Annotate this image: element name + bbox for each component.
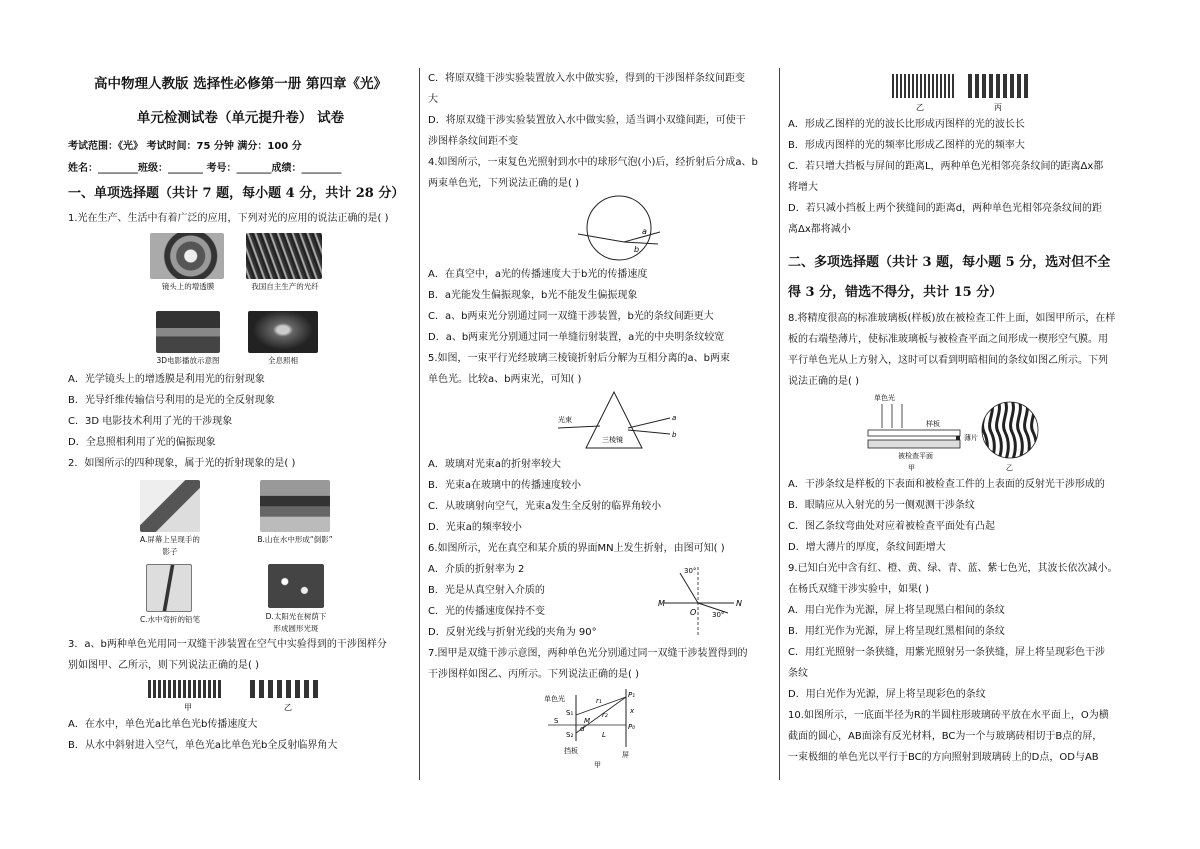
label-n: N <box>736 599 742 608</box>
label-p1: P₁ <box>628 691 636 699</box>
fringe-stripe <box>908 74 910 98</box>
q7-option-b: B．形成丙图样的光的频率比形成乙图样的光的频率大 <box>788 140 1025 151</box>
q9-stem-line2: 在杨氏双缝干涉实验中，如果( ) <box>788 584 929 595</box>
section-title-multi-choice-2: 得 3 分，错选不得分，共计 15 分） <box>788 285 1003 300</box>
sun-spots-photo <box>268 564 324 608</box>
q7-option-c-line2: 将增大 <box>788 182 818 193</box>
fringe-stripe <box>277 680 282 698</box>
fringe-stripe <box>968 74 972 98</box>
q6-option-c: C．光的传播速度保持不变 <box>428 606 545 617</box>
label-r1: r₁ <box>596 697 602 705</box>
label-yi: 乙 <box>1006 464 1013 472</box>
q8-option-b: B．眼睛应从入射光的另一侧观测干涉条纹 <box>788 500 975 511</box>
bubble-refraction-diagram <box>428 194 773 264</box>
double-slit-diagram <box>428 685 773 771</box>
fringe-stripe <box>982 74 986 98</box>
fringe-stripe <box>188 680 191 698</box>
fringe-stripe <box>313 680 318 698</box>
label-light: 单色光 <box>874 394 895 402</box>
fringe-stripe <box>896 74 898 98</box>
fringe-pattern-yi <box>250 680 318 698</box>
q8-stem-line2: 板的右端垫薄片，使标准玻璃板与被检查平面之间形成一楔形空气膜。用 <box>788 334 1108 345</box>
label-screen: 屏 <box>622 751 629 759</box>
label-bing: 丙 <box>994 103 1002 112</box>
label-test-plane: 被检查平面 <box>898 452 933 460</box>
label-s1: S₁ <box>566 709 574 717</box>
label-jia: 甲 <box>594 761 601 769</box>
fig-label-jia: 甲 <box>184 703 192 712</box>
q6-option-d: D．反射光线与折射光线的夹角为 90° <box>428 627 597 638</box>
student-info: 姓名：________班级：_______ 考号：_______成绩：________ <box>68 163 342 174</box>
q3-option-c-line1: C．将原双缝干涉实验装置放入水中做实验，得到的干涉图样条纹间距变 <box>428 73 745 84</box>
fringe-stripe <box>168 680 171 698</box>
q2-figure <box>68 474 413 634</box>
q9-option-c-line2: 条纹 <box>788 668 808 679</box>
q4-figure <box>428 194 773 264</box>
q5-option-a: A．玻璃对光束a的折射率较大 <box>428 459 561 470</box>
q3-option-d-line1: D．将原双缝干涉实验装置放入水中做实验，适当调小双缝间距，可使干 <box>428 115 746 126</box>
label-light: 单色光 <box>544 695 565 703</box>
q1-option-c: C．3D 电影技术利用了光的干涉现象 <box>68 416 233 427</box>
q4-option-b: B．a光能发生偏振现象，b光不能发生偏振现象 <box>428 290 638 301</box>
q7-option-a: A．形成乙图样的光的波长比形成丙图样的光的波长长 <box>788 119 1025 130</box>
q8-figure <box>788 392 1133 474</box>
label-barrier: 挡板 <box>564 747 578 755</box>
fringe-stripe <box>940 74 942 98</box>
fringe-stripe <box>920 74 922 98</box>
q5-figure <box>428 390 773 454</box>
q2-caption-d2: 形成圆形光斑 <box>273 624 319 633</box>
fringe-stripe <box>148 680 151 698</box>
ray-b <box>624 242 658 244</box>
fig-label-yi: 乙 <box>284 703 292 712</box>
q5-option-c: C．从玻璃射向空气，光束a发生全反射的临界角较小 <box>428 501 662 512</box>
column-left <box>68 68 413 756</box>
label-prism: 三棱镜 <box>602 436 623 444</box>
q4-option-d: D．a、b两束光分别通过同一单缝衍射装置，a光的中央明条纹较宽 <box>428 332 725 343</box>
fringe-stripe <box>153 680 156 698</box>
shim <box>956 436 960 440</box>
optical-fiber-photo <box>246 233 322 279</box>
q3-option-d-line2: 涉图样条纹间距不变 <box>428 136 518 147</box>
q3-figure <box>68 676 413 714</box>
incident-beam <box>558 426 600 428</box>
wavy-fringe <box>997 400 1002 462</box>
fringe-stripe <box>286 680 291 698</box>
paper-subtitle: 单元检测试卷（单元提升卷） 试卷 <box>136 110 345 126</box>
label-s: S <box>554 717 559 725</box>
section-title-multi-choice-1: 二、多项选择题（共计 3 题，每小题 5 分，选对但不全 <box>788 255 1111 270</box>
q5-option-b: B．光束a在玻璃中的传播速度较小 <box>428 480 581 491</box>
label-b: b <box>672 431 677 439</box>
q6-stem: 6.如图所示，光在真空和某介质的界面MN上发生折射，由图可知( ) <box>428 543 725 554</box>
fringe-stripe <box>1024 74 1028 98</box>
fringe-pattern-jia <box>148 680 221 698</box>
fringe-stripe <box>944 74 946 98</box>
fringe-stripe <box>912 74 914 98</box>
label-template: 样板 <box>926 420 940 428</box>
label-m: M <box>584 717 591 725</box>
exam-info: 考试范围：《光》 考试时间：75 分钟 满分：100 分 <box>68 141 302 152</box>
q9-stem-line1: 9.已知白光中含有红、橙、黄、绿、青、蓝、紫七色光，其波长依次减小。 <box>788 563 1118 574</box>
q5-stem-line2: 单色光。比较a、b两束光，可知( ) <box>428 374 582 385</box>
fringe-stripe <box>259 680 264 698</box>
prism-diagram <box>428 390 773 454</box>
angle-label-bottom: 30° <box>712 611 725 619</box>
q7-stem-line2: 干涉图样如图乙、丙所示。下列说法正确的是( ) <box>428 669 639 680</box>
3d-movie-photo <box>156 311 220 353</box>
fringe-stripe <box>203 680 206 698</box>
q1-stem: 1.光在生产、生活中有着广泛的应用，下列对光的应用的说法正确的是( ) <box>68 213 389 224</box>
q1-caption-a: 镜头上的增透膜 <box>161 282 215 291</box>
label-d: d <box>580 725 585 733</box>
q10-stem-line3: 一束极细的单色光以平行于BC的方向照射到玻璃砖上的D点，OD与AB <box>788 752 1099 763</box>
q4-stem-line2: 两束单色光，下列说法正确的是( ) <box>428 178 579 189</box>
mountain-reflection-photo <box>260 480 330 532</box>
q8-stem-line3: 平行单色光从上方射入，这时可以看到明暗相间的条纹如图乙所示。下列 <box>788 355 1108 366</box>
q2-caption-b: B.山在水中形成“倒影” <box>257 535 333 544</box>
fringe-stripe <box>932 74 934 98</box>
label-p0: P₀ <box>628 723 636 731</box>
fringe-stripe <box>975 74 979 98</box>
q9-option-a: A．用白光作为光源，屏上将呈现黑白相间的条纹 <box>788 605 1005 616</box>
fringe-stripe <box>916 74 918 98</box>
wavy-fringe <box>1018 400 1023 462</box>
column-divider-right <box>779 68 780 780</box>
incident-ray <box>578 234 624 242</box>
label-shim: 薄片 <box>964 434 978 442</box>
q6-option-b: B．光是从真空射入介质的 <box>428 585 545 596</box>
fringe-stripe <box>904 74 906 98</box>
beam-a <box>628 418 670 428</box>
hand-shadow-photo <box>140 480 200 532</box>
q3-stem-line2: 别如图甲、乙所示，则下列说法正确的是( ) <box>68 660 259 671</box>
fringe-stripe <box>948 74 950 98</box>
air-wedge-diagram <box>788 392 1133 474</box>
fringe-stripe <box>178 680 181 698</box>
section-title-single-choice: 一、单项选择题（共计 7 题，每小题 4 分，共计 28 分） <box>68 186 405 201</box>
label-o: O <box>690 608 697 617</box>
fringe-stripe <box>208 680 211 698</box>
q2-stem: 2．如图所示的四种现象，属于光的折射现象的是( ) <box>68 458 296 469</box>
fringe-stripe <box>158 680 161 698</box>
label-beam: 光束 <box>558 416 572 424</box>
fringe-stripe <box>1010 74 1014 98</box>
bent-pencil-photo <box>146 564 192 612</box>
q4-option-a: A．在真空中，a光的传播速度大于b光的传播速度 <box>428 269 648 280</box>
fringe-stripe <box>989 74 993 98</box>
fringe-pattern-bing <box>968 74 1028 98</box>
q1-caption-b: 我国自主生产的光纤 <box>251 282 319 291</box>
ray-upper <box>680 573 698 603</box>
wavy-fringe <box>1032 400 1037 462</box>
wavy-fringe <box>1011 400 1016 462</box>
label-a: a <box>642 227 647 236</box>
q2-caption-d1: D.太阳光在树荫下 <box>265 612 327 621</box>
q2-caption-c: C.水中弯折的铅笔 <box>139 615 201 624</box>
fringe-stripe <box>892 74 894 98</box>
fringe-stripe <box>952 74 954 98</box>
q8-stem-line4: 说法正确的是( ) <box>788 376 859 387</box>
q1-option-d: D．全息照相利用了光的偏振现象 <box>68 437 216 448</box>
test-plate <box>868 440 960 448</box>
q7-option-d-line2: 离Δx都将减小 <box>788 224 851 235</box>
label-yi: 乙 <box>916 103 924 112</box>
label-b: b <box>634 245 640 254</box>
template-plate <box>868 430 960 436</box>
fringe-stripe <box>163 680 166 698</box>
fringe-pattern-yi <box>892 74 954 98</box>
q3-stem-line1: 3．a、b两种单色光用同一双缝干涉装置在空气中实验得到的干涉图样分 <box>68 639 387 650</box>
holography-photo <box>248 311 318 353</box>
q6-option-a: A．介质的折射率为 2 <box>428 564 525 575</box>
q10-stem-line2: 截面的圆心，AB面涂有反光材料，BC为一个与玻璃砖相切于B点的屏， <box>788 731 1103 742</box>
q8-stem-line1: 8.将精度很高的标准玻璃板(样板)放在被检查工件上面，如图甲所示，在样 <box>788 313 1116 324</box>
fringe-stripe <box>250 680 255 698</box>
q3-fringe-patterns <box>68 676 413 714</box>
q2-caption-a2: 影子 <box>162 547 178 556</box>
fringe-stripe <box>213 680 216 698</box>
label-x: x <box>630 707 635 715</box>
fringe-stripe <box>936 74 938 98</box>
fringe-stripe <box>1017 74 1021 98</box>
lens-coating-photo <box>150 233 224 279</box>
q9-option-b: B．用红光作为光源，屏上将呈现红黑相间的条纹 <box>788 626 1005 637</box>
q6-block <box>428 559 773 643</box>
label-jia: 甲 <box>908 464 915 472</box>
q9-option-c-line1: C．用红光照射一条狭缝，用紫光照射另一条狭缝，屏上将呈现彩色干涉 <box>788 647 1105 658</box>
q1-caption-d: 全息照相 <box>268 356 298 365</box>
q8-option-c: C．图乙条纹弯曲处对应着被检查平面处有凸起 <box>788 521 995 532</box>
label-m: M <box>658 599 665 608</box>
q7-option-c-line1: C．若只增大挡板与屏间的距离L，两种单色光相邻亮条纹间的距离Δx都 <box>788 161 1104 172</box>
q4-stem-line1: 4.如图所示，一束复色光照射到水中的球形气泡(小)后，经折射后分成a、b <box>428 157 758 168</box>
label-a: a <box>672 414 677 422</box>
angle-label-top: 30° <box>684 567 697 575</box>
q4-option-c: C．a、b两束光分别通过同一双缝干涉装置，b光的条纹间距更大 <box>428 311 714 322</box>
q8-option-d: D．增大薄片的厚度，条纹间距增大 <box>788 542 946 553</box>
q3-option-a: A．在水中，单色光a比单色光b传播速度大 <box>68 719 258 730</box>
wavy-fringe <box>983 400 988 462</box>
fringe-stripe <box>928 74 930 98</box>
paper-title: 高中物理人教版 选择性必修第一册 第四章《光》 <box>94 76 387 92</box>
column-middle <box>428 68 773 771</box>
fringe-stripe <box>295 680 300 698</box>
q1-option-a: A．光学镜头上的增透膜是利用光的衍射现象 <box>68 374 265 385</box>
q1-figure <box>68 229 413 369</box>
q7-option-d-line1: D．若只减小挡板上两个狭缝间的距离d，两种单色光相邻亮条纹间的距 <box>788 203 1103 214</box>
fringe-stripe <box>924 74 926 98</box>
q3-option-b: B．从水中斜射进入空气，单色光a比单色光b全反射临界角大 <box>68 740 338 751</box>
fringe-stripe <box>1003 74 1007 98</box>
label-r2: r₂ <box>602 711 608 719</box>
fringe-stripe <box>173 680 176 698</box>
q8-option-a: A．干涉条纹是样板的下表面和被检查工件的上表面的反射光干涉形成的 <box>788 479 1105 490</box>
label-s2: S₂ <box>566 731 574 739</box>
wavy-fringe <box>1004 400 1009 462</box>
fringe-stripe <box>183 680 186 698</box>
label-l: L <box>602 731 606 739</box>
fringe-stripe <box>193 680 196 698</box>
fringe-stripe <box>268 680 273 698</box>
q1-caption-c: 3D电影播放示意图 <box>156 356 220 365</box>
q10-stem-line1: 10.如图所示，一底面半径为R的半圆柱形玻璃砖平放在水平面上，O为横 <box>788 710 1109 721</box>
column-divider-left <box>419 68 420 780</box>
fringe-stripe <box>304 680 309 698</box>
q2-caption-a1: A.屏幕上呈现手的 <box>140 535 200 544</box>
q1-option-b: B．光导纤维传输信号利用的是光的全反射现象 <box>68 395 275 406</box>
column-right <box>788 68 1133 768</box>
q7-figure-patterns <box>788 68 1133 114</box>
q9-option-d: D．用白光作为光源，屏上将呈现彩色的条纹 <box>788 689 986 700</box>
fringe-stripe <box>218 680 221 698</box>
fringe-stripe <box>900 74 902 98</box>
q5-stem-line1: 5.如图，一束平行光经玻璃三棱镜折射后分解为互相分离的a、b两束 <box>428 353 731 364</box>
q7-stem-line1: 7.图甲是双缝干涉示意图，两种单色光分别通过同一双缝干涉装置得到的 <box>428 648 748 659</box>
q7-fringe-patterns <box>788 68 1133 114</box>
q7-figure-jia <box>428 685 773 771</box>
fringe-stripe <box>198 680 201 698</box>
q5-option-d: D．光束a的频率较小 <box>428 522 522 533</box>
fringe-stripe <box>996 74 1000 98</box>
q3-option-c-line2: 大 <box>428 94 438 105</box>
